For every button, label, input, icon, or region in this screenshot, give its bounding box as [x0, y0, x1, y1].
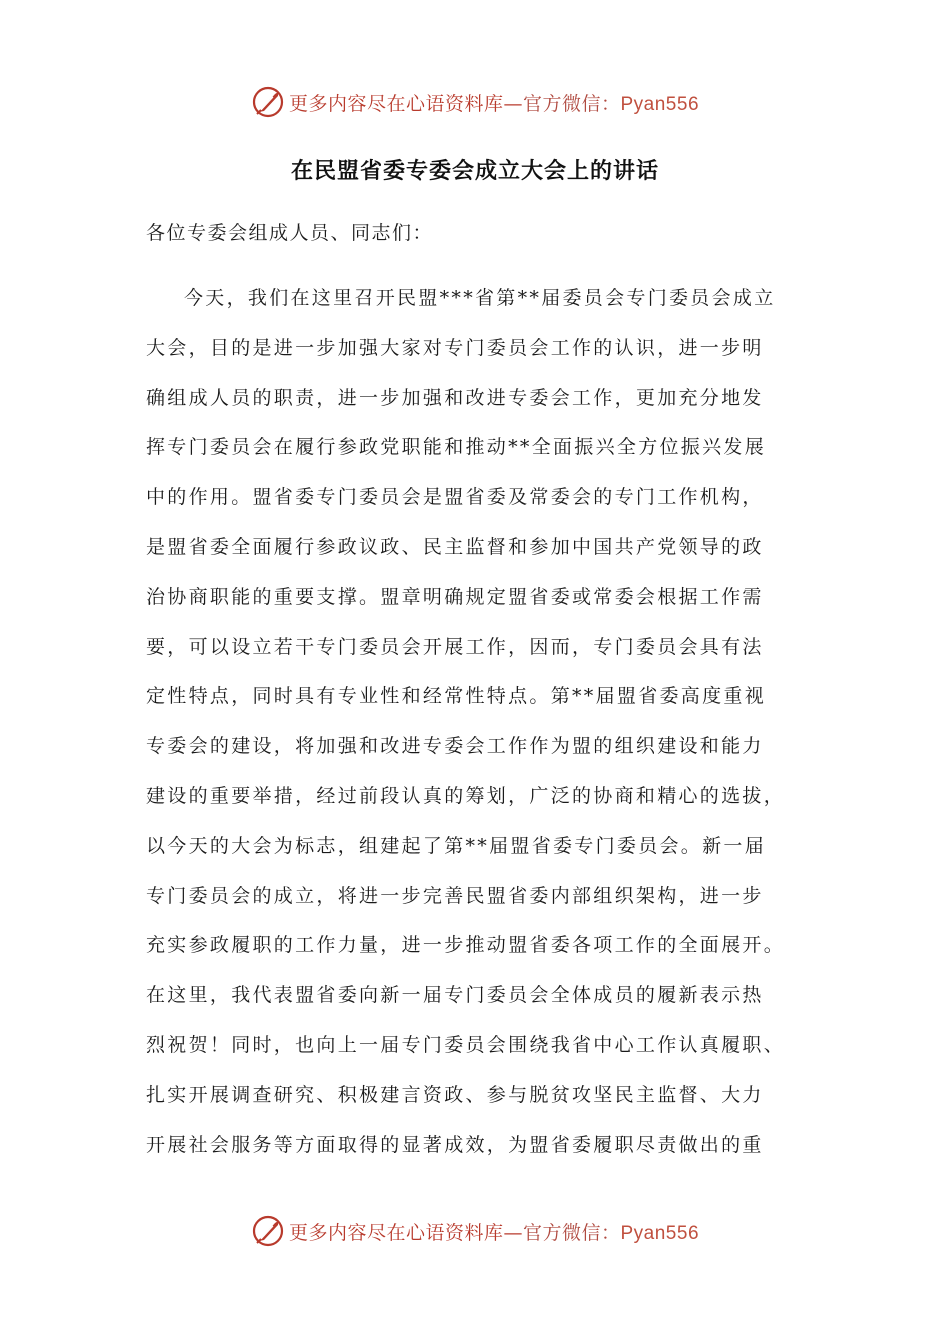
- body-line: 扎实开展调查研究、积极建言资政、参与脱贫攻坚民主监督、大力: [146, 1083, 764, 1106]
- watermark-text: [289, 1218, 699, 1245]
- body-line: 治协商职能的重要支撑。盟章明确规定盟省委或常委会根据工作需: [146, 585, 764, 608]
- watermark-wechat-label: 官方微信：: [522, 92, 621, 115]
- body-line: 开展社会服务等方面取得的显著成效，为盟省委履职尽责做出的重: [146, 1133, 764, 1156]
- watermark-dash: —: [503, 92, 523, 115]
- document-title: 在民盟省委专委会成立大会上的讲话: [290, 158, 659, 184]
- body-line: 大会，目的是进一步加强大家对专门委员会工作的认识，进一步明: [146, 336, 764, 359]
- body-line: 确组成人员的职责，进一步加强和改进专委会工作，更加充分地发: [146, 386, 764, 409]
- body-line: 烈祝贺！同时，也向上一届专门委员会围绕我省中心工作认真履职、: [146, 1033, 786, 1056]
- body-line: 专委会的建设，将加强和改进专委会工作作为盟的组织建设和能力: [146, 735, 764, 758]
- feather-pen-logo-icon: [251, 85, 285, 119]
- watermark-dash: —: [503, 1221, 523, 1244]
- body-line: 中的作用。盟省委专门委员会是盟省委及常委会的专门工作机构，: [146, 486, 764, 509]
- watermark-wechat-id: Pyan556: [620, 93, 700, 115]
- body-line: 挥专门委员会在履行参政党职能和推动**全面振兴全方位振兴发展: [146, 436, 767, 459]
- watermark-wechat-label: 官方微信：: [522, 1221, 621, 1244]
- feather-pen-logo-icon: [251, 1214, 285, 1248]
- watermark-main-text: 更多内容尽在心语资料库: [288, 92, 504, 115]
- body-line: 在这里，我代表盟省委向新一届专门委员会全体成员的履新表示热: [146, 984, 764, 1007]
- watermark-wechat-id: Pyan556: [620, 1222, 700, 1244]
- body-line: 以今天的大会为标志，组建起了第**届盟省委专门委员会。新一届: [146, 834, 767, 857]
- body-line: 专门委员会的成立，将进一步完善民盟省委内部组织架构，进一步: [146, 884, 764, 907]
- body-line: 今天，我们在这里召开民盟***省第**届委员会专门委员会成立: [184, 287, 776, 309]
- watermark-main-text: 更多内容尽在心语资料库: [288, 1221, 504, 1244]
- watermark-text: [289, 89, 699, 116]
- header-watermark: [0, 82, 950, 122]
- body-line: 是盟省委全面履行参政议政、民主监督和参加中国共产党领导的政: [146, 535, 764, 558]
- salutation: 各位专委会组成人员、同志们：: [146, 222, 434, 244]
- body-paragraph: [146, 280, 810, 1176]
- body-line: 要，可以设立若干专门委员会开展工作，因而，专门委员会具有法: [146, 635, 764, 658]
- footer-watermark: [0, 1211, 950, 1251]
- body-line: 定性特点，同时具有专业性和经常性特点。第**届盟省委高度重视: [146, 685, 767, 708]
- body-line: 建设的重要举措，经过前段认真的筹划，广泛的协商和精心的选拔，: [146, 784, 786, 807]
- body-line: 充实参政履职的工作力量，进一步推动盟省委各项工作的全面展开。: [146, 934, 786, 957]
